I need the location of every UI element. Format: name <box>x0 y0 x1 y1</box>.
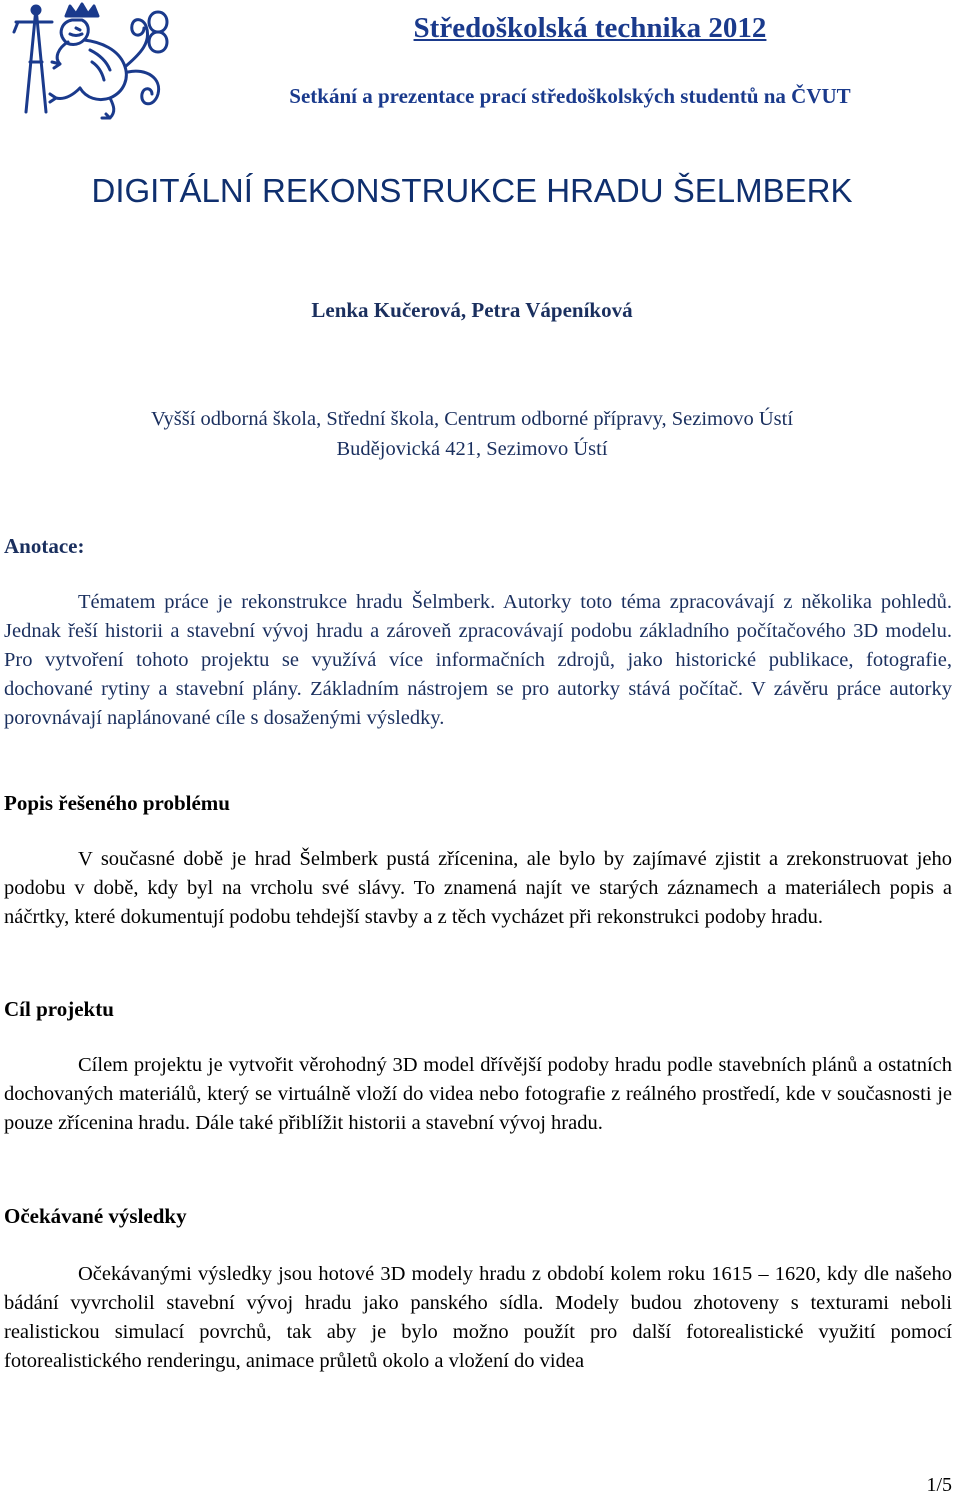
goal-text: Cílem projektu je vytvořit věrohodný 3D model dřívější podoby hradu podle stavebních plánů a ostatních dochovaných materiálů, který se virtuálně vloží do videa nebo fotografie z reálného prostředí, kde v současnosti je pouze zřícenina hradu. Dále také přiblížit historii a stavební vývoj hradu. <box>4 1054 952 1134</box>
page-number: 1/5 <box>926 1474 952 1496</box>
affiliation-line-1: Vyšší odborná škola, Střední škola, Centrum odborné přípravy, Sezimovo Ústí <box>150 408 794 430</box>
annotation-text: Tématem práce je rekonstrukce hradu Šelmberk. Autorky toto téma zpracovávají z několika pohledů. Jednak řeší historii a stavební vývoj hradu a zároveň zpracovávají podobu základního počítačového 3D modelu. Pro vytvoření tohoto projektu se využívá více informačních zdrojů, jako historické publikace, fotografie, dochované rytiny a stavební plány. Základním nástrojem se pro autorky stává počítač. V závěru práce autorky porovnávají naplánované cíle s dosaženými výsledky. <box>4 591 952 729</box>
annotation-heading: Anotace: <box>4 534 85 558</box>
results-heading: Očekávané výsledky <box>4 1204 187 1228</box>
results-text: Očekávanými výsledky jsou hotové 3D modely hradu z období kolem roku 1615 – 1620, kdy dle našeho bádání vyvrcholil stavební vývoj hradu jako panského sídla. Modely budou zhotoveny s texturami neboli realistickou simulací povrchů, tak aby je bylo možno použít pro další fotorealistické využití pomocí fotorealistického renderingu, animace průletů okolo a vložení do videa <box>4 1263 952 1372</box>
goal-heading: Cíl projektu <box>4 997 114 1021</box>
heraldic-lion-logo-icon <box>6 2 176 122</box>
problem-heading: Popis řešeného problému <box>4 791 230 815</box>
problem-text: V současné době je hrad Šelmberk pustá zřícenina, ale bylo by zajímavé zjistit a zrekonstruovat jeho podobu v době, kdy byl na vrcholu své slávy. To znamená najít ve starých záznamech a materiálech popis a náčrtky, které dokumentují podobu tehdejší stavby a z těch vycházet při rekonstrukci podoby hradu. <box>4 848 952 928</box>
paper-authors: Lenka Kučerová, Petra Vápeníková <box>311 298 633 322</box>
conference-title: Středoškolská technika 2012 <box>413 12 767 44</box>
conference-subtitle: Setkání a prezentace prací středoškolských studentů na ČVUT <box>289 84 851 108</box>
affiliation-line-2: Budějovická 421, Sezimovo Ústí <box>336 438 608 460</box>
paper-title: DIGITÁLNÍ REKONSTRUKCE HRADU ŠELMBERK <box>91 172 853 209</box>
